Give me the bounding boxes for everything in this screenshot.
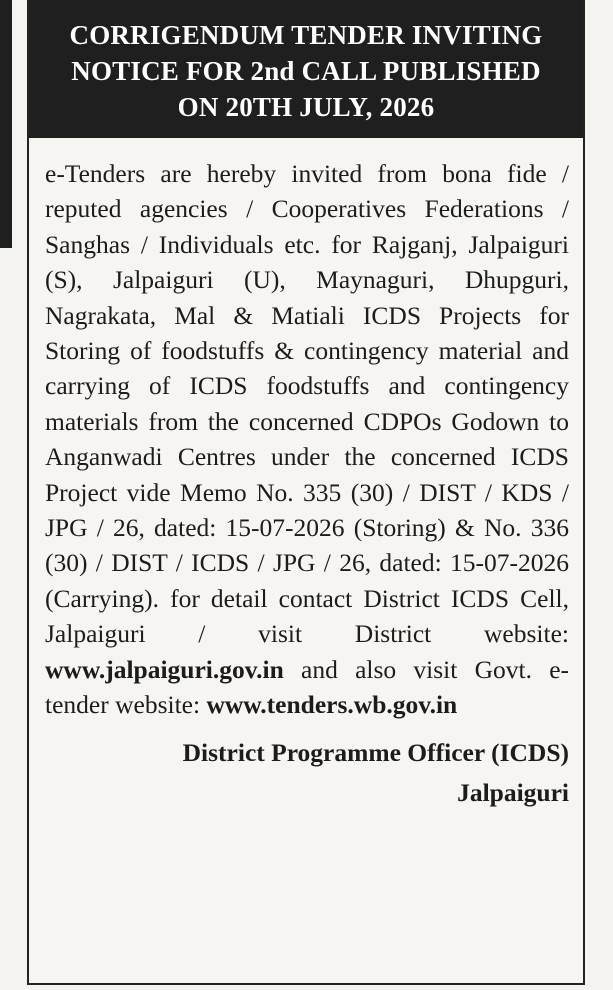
notice-body	[29, 138, 583, 723]
header-line-2: NOTICE FOR 2nd CALL PUBLISHED	[71, 56, 541, 86]
connector-text: and also visit Govt. e-tender website:	[45, 654, 569, 720]
notice-paragraph	[45, 156, 569, 723]
tender-notice	[27, 0, 585, 985]
left-column-rule	[0, 0, 12, 248]
signature-title: District Programme Officer (ICDS)	[182, 737, 569, 767]
notice-main-text: e-Tenders are hereby invited from bona fide / reputed agencies / Cooperatives Federations / Sanghas / Individuals etc. for Rajganj, Jalpaiguri (S), Jalpaiguri (U), Maynaguri, Dhupguri, Nagrakata, Mal & Matiali ICDS Projects for Storing of foodstuffs & contingency material and carrying of ICDS foodstuffs and contingency materials from the concerned CDPOs Godown to Anganwadi Centres under the concerned ICDS Project vide Memo No. 335 (30) / DIST / KDS / JPG / 26, dated: 15-07-2026 (Storing) & No. 336 (30) / DIST / ICDS / JPG / 26, dated: 15-07-2026 (Carrying). for detail contact District ICDS Cell, Jalpaiguri / visit District website:	[45, 159, 569, 649]
signature-place: Jalpaiguri	[457, 777, 569, 807]
notice-header	[29, 0, 583, 138]
etender-website-link[interactable]: www.tenders.wb.gov.in	[206, 690, 458, 720]
header-line-3: ON 20TH JULY, 2026	[177, 92, 435, 122]
signature-block	[29, 733, 583, 813]
header-line-1: CORRIGENDUM TENDER INVITING	[69, 20, 543, 50]
district-website-link[interactable]: www.jalpaiguri.gov.in	[45, 654, 284, 684]
